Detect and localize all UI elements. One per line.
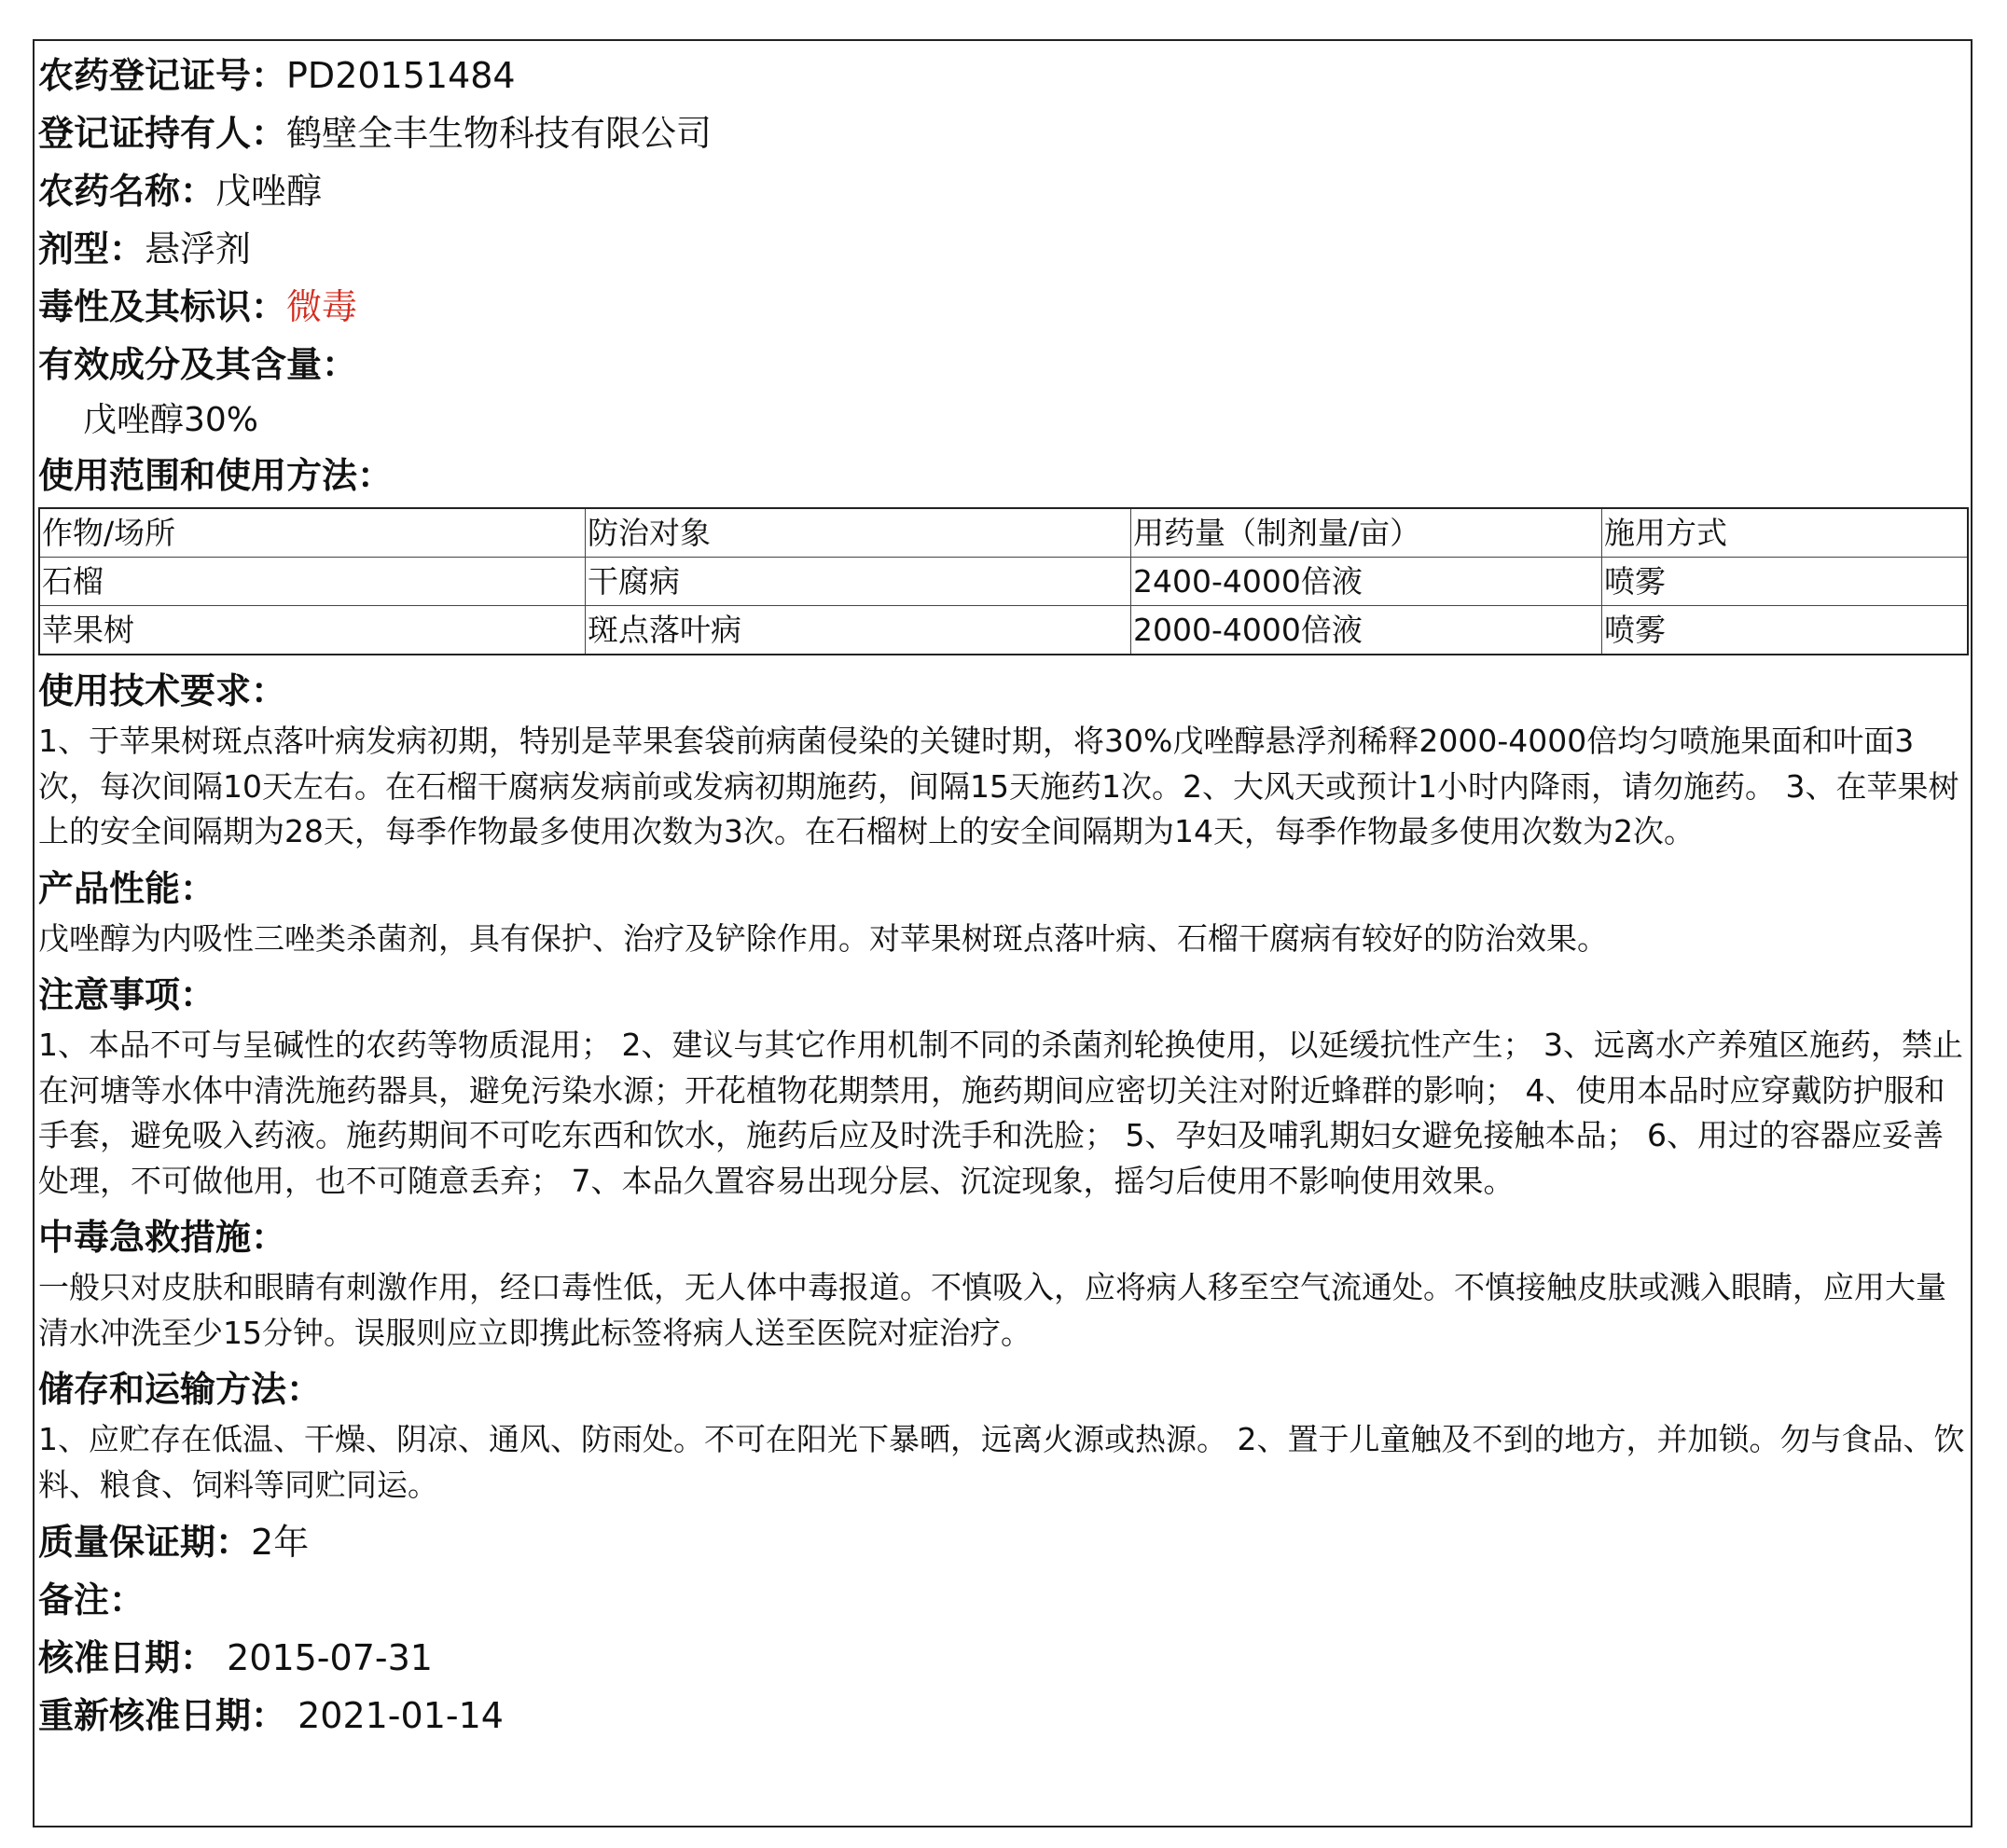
usage-heading: 使用范围和使用方法： [38, 455, 394, 496]
table-header-cell: 作物/场所 [39, 508, 586, 558]
approval-date-label: 核准日期： [38, 1637, 216, 1678]
table-cell: 苹果树 [39, 606, 586, 655]
ingredient-row [38, 336, 1967, 393]
shelf-life-row [38, 1513, 1967, 1571]
precautions-heading: 注意事项： [38, 974, 216, 1015]
toxicity-value: 微毒 [286, 286, 358, 327]
toxicity-row [38, 278, 1967, 336]
first-aid-heading: 中毒急救措施： [38, 1217, 287, 1258]
registration-panel [33, 39, 1972, 1827]
holder-label: 登记证持有人： [38, 113, 287, 154]
performance-heading: 产品性能： [38, 867, 216, 909]
reapproval-date-row [38, 1687, 1967, 1745]
table-row [39, 606, 1968, 655]
tech-requirements-heading: 使用技术要求： [38, 670, 287, 711]
table-header-cell: 防治对象 [586, 508, 1131, 558]
usage-table [38, 507, 1969, 655]
table-cell: 2000-4000倍液 [1131, 606, 1602, 655]
table-header-cell: 施用方式 [1602, 508, 1969, 558]
reapproval-date-value: 2021-01-14 [286, 1695, 504, 1736]
remarks-label: 备注： [38, 1579, 145, 1620]
registration-number-value: PD20151484 [286, 55, 516, 96]
approval-date-value: 2015-07-31 [215, 1637, 433, 1678]
table-cell: 斑点落叶病 [586, 606, 1131, 655]
holder-row [38, 104, 1967, 162]
registration-number-row [38, 47, 1967, 104]
holder-value: 鹤壁全丰生物科技有限公司 [286, 113, 713, 154]
storage-heading: 储存和运输方法： [38, 1369, 323, 1410]
pesticide-name-value: 戊唑醇 [215, 171, 323, 212]
table-cell: 干腐病 [586, 558, 1131, 606]
formulation-row [38, 220, 1967, 278]
performance-text: 戊唑醇为内吸性三唑类杀菌剂，具有保护、治疗及铲除作用。对苹果树斑点落叶病、石榴干腐病有较好的防治效果。 [38, 919, 1608, 957]
shelf-life-value: 2年 [251, 1522, 310, 1563]
table-cell: 2400-4000倍液 [1131, 558, 1602, 606]
shelf-life-label: 质量保证期： [38, 1522, 252, 1563]
table-header-cell: 用药量（制剂量/亩） [1131, 508, 1602, 558]
formulation-label: 剂型： [38, 228, 145, 269]
tech-requirements-text: 1、于苹果树斑点落叶病发病初期，特别是苹果套袋前病菌侵染的关键时期，将30%戊唑醇悬浮剂稀释2000-4000倍均匀喷施果面和叶面3次，每次间隔10天左右。在石榴干腐病发病前或发病初期施药，间隔15天施药1次。2、大风天或预计1小时内降雨，请勿施药。 3、在苹果树上的安全间隔期为28天，每季作物最多使用次数为3次。在石榴树上的安全间隔期为14天，每季作物最多使用次数为2次。 [38, 723, 1959, 849]
table-cell: 喷雾 [1602, 558, 1969, 606]
ingredient-label: 有效成分及其含量： [38, 344, 358, 385]
formulation-value: 悬浮剂 [145, 228, 252, 269]
approval-date-row [38, 1629, 1967, 1687]
registration-number-label: 农药登记证号： [38, 55, 287, 96]
precautions-text: 1、本品不可与呈碱性的农药等物质混用； 2、建议与其它作用机制不同的杀菌剂轮换使用，以延缓抗性产生； 3、远离水产养殖区施药，禁止在河塘等水体中清洗施药器具，避免污染水源；开花植物花期禁用，施药期间应密切关注对附近蜂群的影响； 4、使用本品时应穿戴防护服和手套，避免吸入药液。施药期间不可吃东西和饮水，施药后应及时洗手和洗脸； 5、孕妇及哺乳期妇女避免接触本品； 6、用过的容器应妥善处理，不可做他用，也不可随意丢弃； 7、本品久置容易出现分层、沉淀现象，摇匀后使用不影响使用效果。 [38, 1027, 1963, 1199]
pesticide-name-label: 农药名称： [38, 171, 216, 212]
table-cell: 喷雾 [1602, 606, 1969, 655]
pesticide-name-row [38, 162, 1967, 220]
toxicity-label: 毒性及其标识： [38, 286, 287, 327]
first-aid-text: 一般只对皮肤和眼睛有刺激作用，经口毒性低，无人体中毒报道。不慎吸入，应将病人移至空气流通处。不慎接触皮肤或溅入眼睛，应用大量清水冲洗至少15分钟。误服则应立即携此标签将病人送至医院对症治疗。 [38, 1269, 1946, 1351]
table-header-row [39, 508, 1968, 558]
ingredient-value: 戊唑醇30% [83, 401, 259, 439]
storage-text: 1、应贮存在低温、干燥、阴凉、通风、防雨处。不可在阳光下暴晒，远离火源或热源。 2、置于儿童触及不到的地方，并加锁。勿与食品、饮料、粮食、饲料等同贮同运。 [38, 1421, 1965, 1503]
table-cell: 石榴 [39, 558, 586, 606]
reapproval-date-label: 重新核准日期： [38, 1695, 287, 1736]
table-row [39, 558, 1968, 606]
remarks-row [38, 1571, 1967, 1629]
